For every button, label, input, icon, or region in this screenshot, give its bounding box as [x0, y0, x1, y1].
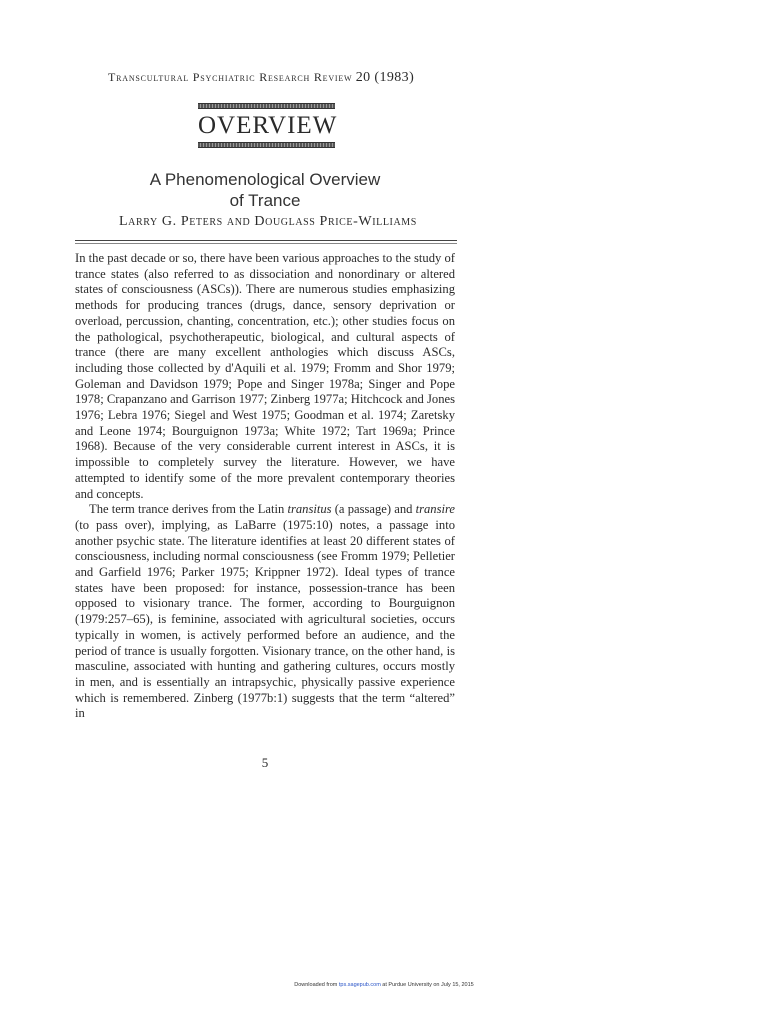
journal-header: [108, 70, 428, 86]
body-paragraph-1: In the past decade or so, there have been various approaches to the study of trance states (also referred to as dissociation and nonordinary or altered states of consciousness (ASCs)). There are numerous studies emphasizing methods for producing trances (drugs, dance, sensory deprivation or overload, percussion, chanting, concentration, etc.); other studies focus on the pathological, psychotherapeutic, biological, and cultural aspects of trance (there are many excellent anthologies which discuss ASCs, including those collected by d'Aquili et al. 1979; Fromm and Shor 1979; Goleman and Davidson 1979; Pope and Singer 1978a; Singer and Pope 1978; Crapanzano and Garrison 1977; Zinberg 1977a; Hitchcock and Jones 1976; Lebra 1976; Siegel and West 1975; Goodman et al. 1974; Zaretsky and Leone 1974; Bourguignon 1973a; White 1972; Tart 1969a; Prince 1968). Because of the very considerable current interest in ASCs, it is impossible to completely survey the literature. However, we have attempted to identify some of the more prevalent contemporary theories and concepts.: [75, 251, 455, 501]
paragraph-2-rest: (to pass over), implying, as LaBarre (1975:10) notes, a passage into another psychic state. The literature identifies at least 20 different states of consciousness, including normal consciousness (see Fromm 1979; Pelletier and Garfield 1976; Parker 1975; Krippner 1972). Ideal types of trance states have been proposed: for instance, possession-trance has been opposed to visionary trance. The former, according to Bourguignon (1979:257–65), is feminine, associated with agricultural societies, occurs typically in women, is actively performed before an audience, and the period of trance is usually forgotten. Visionary trance, on the other hand, is masculine, associated with hunting and gathering cultures, occurs mostly in men, and is essentially an intrapsychic, physically passive experience which is remembered. Zinberg (1977b:1) suggests that the term “altered” in: [75, 517, 455, 721]
footer-link[interactable]: tps.sagepub.com: [338, 982, 381, 988]
article-title-line1: A Phenomenological Overview: [149, 170, 381, 189]
article-body: [75, 251, 455, 722]
section-title: OVERVIEW: [198, 112, 338, 139]
term-transire: transire: [415, 502, 456, 517]
article-authors: Larry G. Peters and Douglass Price-Williams: [119, 214, 417, 229]
header-divider: [75, 240, 457, 241]
paragraph-2-mid: (a passage) and: [331, 502, 416, 517]
journal-volume: 20 (1983): [355, 70, 415, 85]
paragraph-2-start: The term trance derives from the Latin: [89, 502, 288, 517]
page-number: 5: [261, 755, 269, 770]
footer-suffix: at Purdue University on July 15, 2015: [380, 982, 474, 988]
section-heading: [198, 103, 338, 148]
journal-name: Transcultural Psychiatric Research Review: [108, 70, 353, 84]
header-divider-secondary: [75, 243, 457, 244]
body-paragraph-2: [75, 502, 455, 722]
download-footer: [0, 982, 768, 988]
footer-prefix: Downloaded from: [294, 982, 339, 988]
term-transitus: transitus: [287, 502, 332, 517]
bottom-ornament-bar: [198, 142, 335, 148]
article-title: [120, 169, 410, 211]
article-title-line2: of Trance: [229, 191, 301, 210]
